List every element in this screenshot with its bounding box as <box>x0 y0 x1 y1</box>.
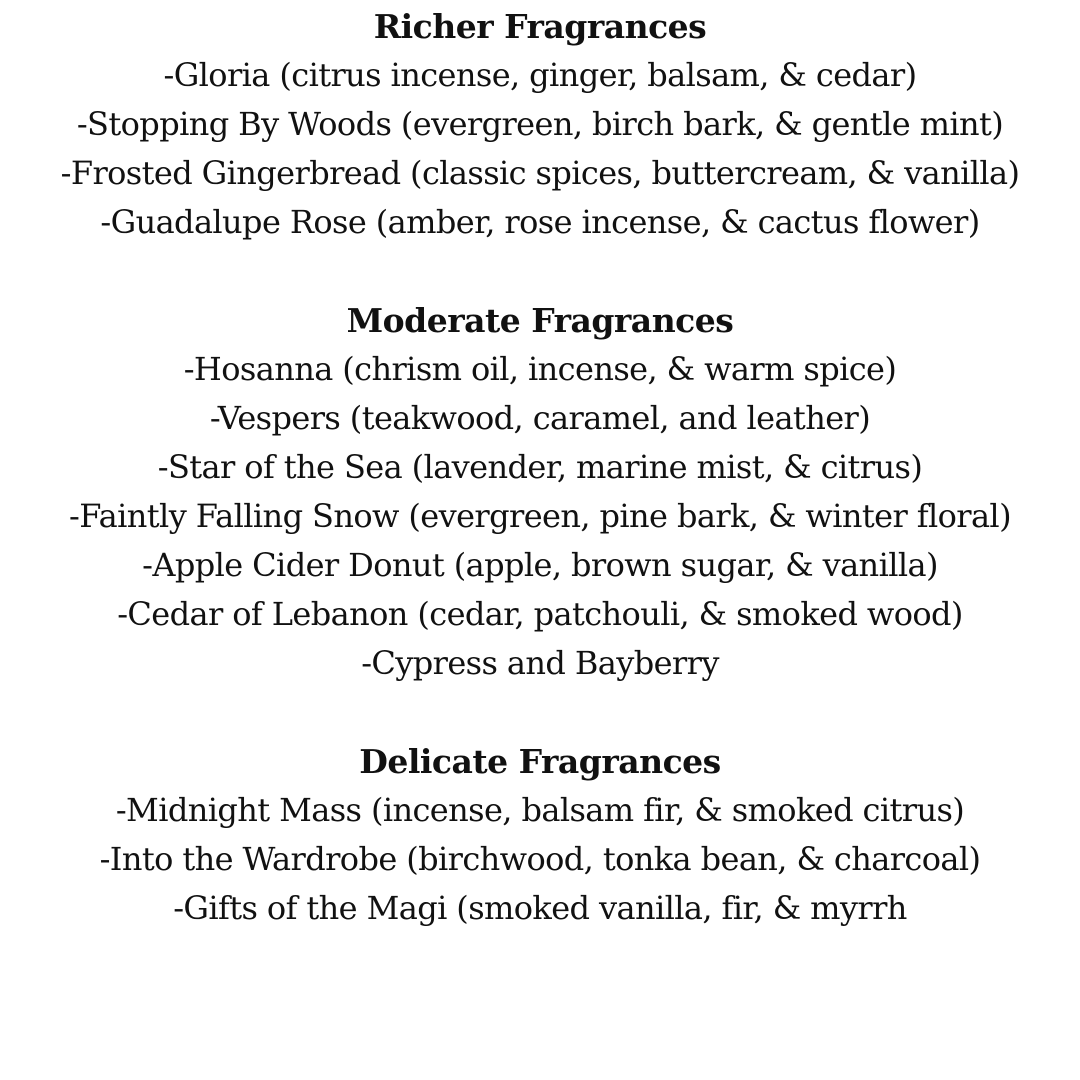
fragrance-item: -Cedar of Lebanon (cedar, patchouli, & smoked wood) <box>117 595 963 633</box>
section-heading: Richer Fragrances <box>373 7 707 46</box>
fragrance-item: -Vespers (teakwood, caramel, and leather) <box>209 399 871 437</box>
fragrance-item: -Stopping By Woods (evergreen, birch bark, & gentle mint) <box>76 105 1004 143</box>
section-moderate-fragrances <box>0 296 1080 688</box>
fragrance-item: -Into the Wardrobe (birchwood, tonka bean, & charcoal) <box>99 840 981 878</box>
fragrance-item: -Star of the Sea (lavender, marine mist, & citrus) <box>157 448 923 486</box>
section-delicate-fragrances <box>0 737 1080 933</box>
fragrance-item: -Frosted Gingerbread (classic spices, buttercream, & vanilla) <box>60 154 1020 192</box>
section-heading: Delicate Fragrances <box>359 742 721 781</box>
fragrance-item: -Hosanna (chrism oil, incense, & warm spice) <box>183 350 897 388</box>
section-richer-fragrances <box>0 2 1080 247</box>
fragrance-item: -Guadalupe Rose (amber, rose incense, & cactus flower) <box>100 203 980 241</box>
fragrance-item: -Cypress and Bayberry <box>361 644 719 682</box>
section-heading: Moderate Fragrances <box>346 301 734 340</box>
fragrance-item: -Gifts of the Magi (smoked vanilla, fir, & myrrh <box>173 889 907 927</box>
fragrance-item: -Apple Cider Donut (apple, brown sugar, & vanilla) <box>142 546 938 584</box>
fragrance-item: -Midnight Mass (incense, balsam fir, & smoked citrus) <box>115 791 965 829</box>
fragrance-item: -Gloria (citrus incense, ginger, balsam, & cedar) <box>163 56 917 94</box>
fragrance-item: -Faintly Falling Snow (evergreen, pine bark, & winter floral) <box>69 497 1011 535</box>
